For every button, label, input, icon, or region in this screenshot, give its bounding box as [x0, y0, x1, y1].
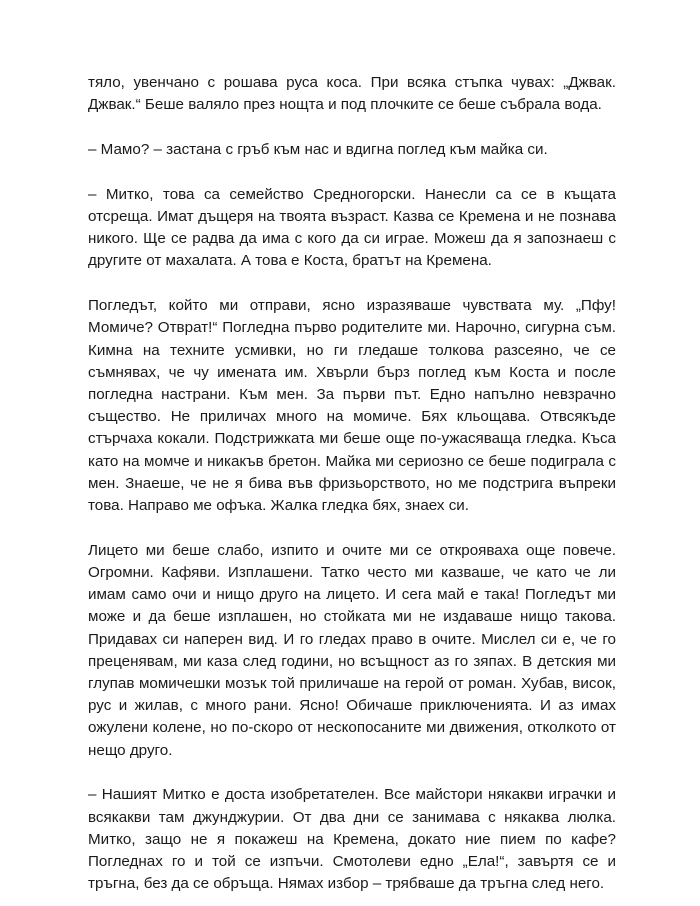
paragraph-6: – Нашият Митко е доста изобретателен. Все майстори някакви играчки и всякакви там джунджурии. От два дни се занимава с някаква люлка. Митко, защо не я покажеш на Кремена, докато ние пием по кафе? Погледнах го и той се изпъчи. Смотолеви едно „Ела!“, завъртя се и тръгна, без да се обръща. Нямах избор – трябваше да тръгна след него.	[88, 786, 616, 893]
paragraph-5: Лицето ми беше слабо, изпито и очите ми се открояваха още повече. Огромни. Кафяви. Изплашени. Татко често ми казваше, че като че ли имам само очи и нищо друго на лицето. И сега май е така! Погледът ми може и да беше изплашен, но стойката ми не издаваше нищо такова. Придавах си наперен вид. И го гледах право в очите. Мислел си е, че го преценявам, ми каза след години, но всъщност аз го зяпах. В детския ми глупав момичешки мозък той приличаше на герой от роман. Хубав, висок, рус и жилав, с много рани. Ясно! Обичаше приключенията. И аз имах ожулени колене, но по-скоро от нескопосаните ми движения, отколкото от нещо друго.	[88, 541, 616, 759]
document-page	[88, 72, 616, 895]
paragraph-4: Погледът, който ми отправи, ясно изразяваше чувствата му. „Пфу! Момиче? Отврат!“ Погледна първо родителите ми. Нарочно, сигурна съм. Кимна на техните усмивки, но ги гледаше толкова разсеяно, че се съмнявах, че чу имената им. Хвърли бърз поглед към Коста и после погледна настрани. Към мен. За първи път. Едно напълно невзрачно същество. Не приличах много на момиче. Бях кльощава. Отвсякъде стърчаха кокали. Подстрижката ми беше още по-ужасяваща гледка. Къса като на момче и никакъв бретон. Майка ми сериозно се беше подиграла с мен. Знаеше, че не я бива във фризьорството, но ме подстрига въпреки това. Направо ме офъка. Жалка гледка бях, знаех си.	[88, 297, 616, 515]
paragraph-3: – Митко, това са семейство Средногорски. Нанесли са се в къщата отсреща. Имат дъщеря на твоята възраст. Казва се Кремена и не познава никого. Ще се радва да има с кого да си играе. Можеш да я запознаеш с другите от махалата. А това е Коста, братът на Кремена.	[88, 185, 616, 270]
paragraph-1: тяло, увенчано с рошава руса коса. При всяка стъпка чувах: „Джвак. Джвак.“ Беше валяло през нощта и под плочките се беше събрала вода.	[88, 74, 616, 114]
paragraph-2: – Мамо? – застана с гръб към нас и вдигна поглед към майка си.	[88, 141, 548, 158]
